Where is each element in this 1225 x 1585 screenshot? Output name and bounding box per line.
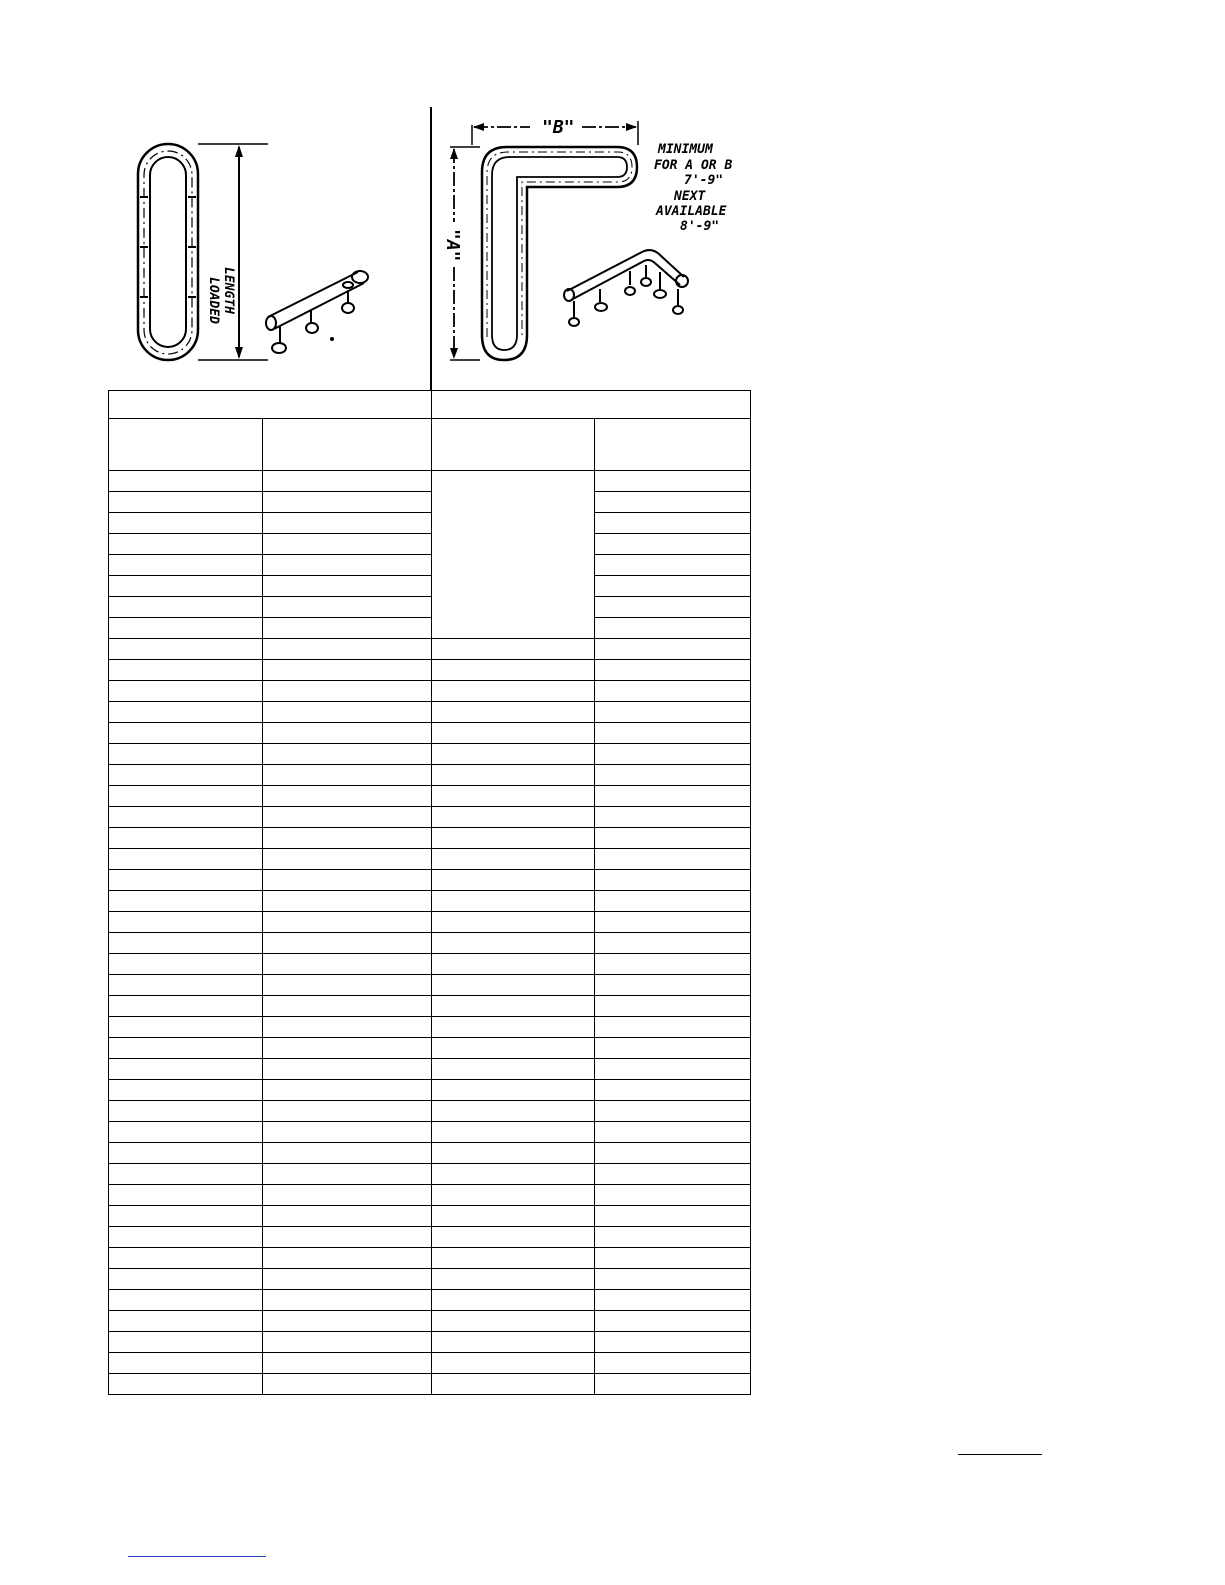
- table-row: [109, 492, 751, 513]
- table-cell: [263, 702, 432, 723]
- a-label: "A": [442, 229, 463, 262]
- table-cell: [109, 1038, 263, 1059]
- table-cell: [595, 954, 751, 975]
- table-cell: [263, 1122, 432, 1143]
- table-cell: [263, 1059, 432, 1080]
- table-cell: [432, 1290, 595, 1311]
- table-cell: [595, 807, 751, 828]
- table-cell: [109, 1080, 263, 1101]
- table-cell: [263, 618, 432, 639]
- table-row: [109, 1290, 751, 1311]
- table-cell: [595, 828, 751, 849]
- table-cell: [595, 1017, 751, 1038]
- table-cell: [263, 765, 432, 786]
- table-cell: [109, 1206, 263, 1227]
- table-cell: [109, 1290, 263, 1311]
- table-cell: [595, 912, 751, 933]
- conveyor-length-table: [108, 390, 751, 1395]
- table-cell: [432, 1059, 595, 1080]
- table-cell: [109, 975, 263, 996]
- table-row: [109, 618, 751, 639]
- table-cell: [432, 1122, 595, 1143]
- rail-pictorial: [266, 271, 368, 353]
- table-cell: [432, 1185, 595, 1206]
- table-cell: [432, 1101, 595, 1122]
- table-cell: [595, 765, 751, 786]
- table-cell: [595, 1311, 751, 1332]
- table-row: [109, 891, 751, 912]
- table-cell: [432, 1353, 595, 1374]
- column-header: [109, 419, 263, 471]
- table-row: [109, 1059, 751, 1080]
- table-cell: [595, 975, 751, 996]
- table-cell: [109, 639, 263, 660]
- table-cell: [263, 1185, 432, 1206]
- table-cell: [109, 996, 263, 1017]
- table-cell: [432, 1017, 595, 1038]
- table-cell: [263, 1164, 432, 1185]
- column-header: [595, 419, 751, 471]
- table-row: [109, 1248, 751, 1269]
- table-cell: [595, 1332, 751, 1353]
- table-cell: [109, 870, 263, 891]
- note-line-1: MINIMUM: [658, 142, 713, 157]
- table-cell: [432, 1164, 595, 1185]
- table-cell: [263, 1290, 432, 1311]
- table-cell: [595, 660, 751, 681]
- table-cell: [263, 1353, 432, 1374]
- table-cell: [595, 1143, 751, 1164]
- table-cell: [432, 1227, 595, 1248]
- ell-group-header: [432, 391, 751, 419]
- table-cell: [432, 786, 595, 807]
- table-row: [109, 1017, 751, 1038]
- table-cell: [109, 1164, 263, 1185]
- table-cell: [595, 870, 751, 891]
- table-cell: [432, 1374, 595, 1395]
- table-cell: [263, 828, 432, 849]
- table-cell: [263, 639, 432, 660]
- table-cell: [109, 702, 263, 723]
- table-cell: [595, 681, 751, 702]
- table-cell: [595, 1227, 751, 1248]
- table-row: [109, 597, 751, 618]
- table-cell: [595, 576, 751, 597]
- a-arrow-bottom: [450, 348, 458, 359]
- loaded-label: LOADED: [206, 277, 221, 324]
- table-row: [109, 1143, 751, 1164]
- table-cell: [109, 1185, 263, 1206]
- table-row: [109, 1269, 751, 1290]
- table-cell: [595, 597, 751, 618]
- table-row: [109, 1185, 751, 1206]
- b-arrow-left: [473, 123, 484, 131]
- table-cell: [432, 1080, 595, 1101]
- table-row: [109, 1353, 751, 1374]
- straight-conveyor-diagram: [108, 107, 430, 390]
- a-arrow-top: [450, 148, 458, 159]
- note-line-6: 8'-9": [680, 219, 720, 234]
- table-cell: [263, 1017, 432, 1038]
- table-cell: [432, 1248, 595, 1269]
- group-header-row: [109, 391, 751, 419]
- table-cell: [595, 1059, 751, 1080]
- table-cell: [109, 534, 263, 555]
- table-cell: [109, 597, 263, 618]
- table-cell: [263, 471, 432, 492]
- table-cell: [263, 1143, 432, 1164]
- outer-ell-outline: [482, 147, 637, 360]
- table-cell: [595, 744, 751, 765]
- table-cell: [432, 1311, 595, 1332]
- table-cell: [595, 996, 751, 1017]
- table-cell: [432, 681, 595, 702]
- table-cell: [263, 1269, 432, 1290]
- table-cell: [109, 1059, 263, 1080]
- table-cell: [109, 1101, 263, 1122]
- table-row: [109, 786, 751, 807]
- table-cell: [263, 660, 432, 681]
- table-cell: [263, 807, 432, 828]
- table-cell: [263, 1248, 432, 1269]
- ell-conveyor-diagram: [430, 107, 750, 390]
- table-cell: [432, 660, 595, 681]
- table-cell: [595, 1206, 751, 1227]
- table-row: [109, 1332, 751, 1353]
- table-cell: [595, 639, 751, 660]
- table-cell: [432, 1269, 595, 1290]
- table-cell: [109, 471, 263, 492]
- table-cell: [595, 471, 751, 492]
- note-line-5: AVAILABLE: [656, 204, 727, 219]
- table-cell: [263, 492, 432, 513]
- table-cell: [595, 1185, 751, 1206]
- table-row: [109, 1206, 751, 1227]
- table-cell: [263, 555, 432, 576]
- table-cell: [595, 1374, 751, 1395]
- table-cell: [263, 849, 432, 870]
- table-cell: [263, 534, 432, 555]
- table-row: [109, 1101, 751, 1122]
- dimension-arrow-bottom: [235, 347, 243, 359]
- table-row: [109, 765, 751, 786]
- table-cell: [109, 954, 263, 975]
- table-cell: [595, 1353, 751, 1374]
- table-row: [109, 954, 751, 975]
- table-cell: [109, 744, 263, 765]
- table-cell: [595, 1038, 751, 1059]
- table-cell: [109, 1269, 263, 1290]
- table-row: [109, 1038, 751, 1059]
- table-row: [109, 1311, 751, 1332]
- footer-link-underline[interactable]: [128, 1556, 266, 1557]
- dimension-arrow-top: [235, 145, 243, 157]
- table-cell: [595, 1269, 751, 1290]
- table-cell: [263, 1374, 432, 1395]
- column-header: [263, 419, 432, 471]
- table-cell: [432, 1038, 595, 1059]
- table-cell: [432, 744, 595, 765]
- table-cell: [263, 1227, 432, 1248]
- straight-conveyor-drawing: [108, 107, 430, 390]
- table-cell: [595, 1248, 751, 1269]
- table-cell: [595, 1101, 751, 1122]
- table-row: [109, 1080, 751, 1101]
- table-cell: [263, 870, 432, 891]
- table-cell: [109, 492, 263, 513]
- table-row: [109, 513, 751, 534]
- table-cell: [432, 996, 595, 1017]
- table-row: [109, 849, 751, 870]
- table-row: [109, 744, 751, 765]
- table-cell: [109, 1353, 263, 1374]
- table-cell: [595, 786, 751, 807]
- table-cell: [109, 1227, 263, 1248]
- table-cell: [432, 1206, 595, 1227]
- table-cell: [263, 723, 432, 744]
- table-cell: [263, 1080, 432, 1101]
- diagram-row: [108, 107, 750, 390]
- table-row: [109, 702, 751, 723]
- table-row: [109, 576, 751, 597]
- ell-conveyor-drawing: [432, 107, 750, 390]
- table-cell: [263, 681, 432, 702]
- table-cell: [263, 1311, 432, 1332]
- table-cell: [595, 1080, 751, 1101]
- loop-tick-marks: [140, 197, 196, 297]
- ell-rail-pictorial: [564, 250, 688, 326]
- table-cell: [432, 954, 595, 975]
- table-row: [109, 681, 751, 702]
- table-row: [109, 828, 751, 849]
- table-row: [109, 471, 751, 492]
- table-row: [109, 555, 751, 576]
- outer-loop-outline: [138, 144, 198, 360]
- table-cell: [432, 828, 595, 849]
- table-cell: [432, 1332, 595, 1353]
- loop-centerline: [144, 151, 192, 354]
- table-cell: [109, 660, 263, 681]
- table-row: [109, 933, 751, 954]
- table-cell: [109, 555, 263, 576]
- table-cell: [432, 891, 595, 912]
- length-label: LENGTH: [221, 267, 236, 314]
- table-cell: [595, 492, 751, 513]
- table-cell: [432, 870, 595, 891]
- table-cell: [263, 786, 432, 807]
- table-cell: [109, 1143, 263, 1164]
- table-cell: [263, 996, 432, 1017]
- note-line-2: FOR A OR B: [654, 158, 733, 173]
- table-cell: [595, 1164, 751, 1185]
- table-row: [109, 1122, 751, 1143]
- table-cell: [263, 1332, 432, 1353]
- table-cell: [263, 744, 432, 765]
- table-row: [109, 1374, 751, 1395]
- table-cell: [263, 891, 432, 912]
- b-arrow-right: [626, 123, 637, 131]
- table-row: [109, 660, 751, 681]
- table-cell: [595, 513, 751, 534]
- table-cell: [109, 576, 263, 597]
- table-cell: [109, 933, 263, 954]
- b-label: "B": [542, 117, 575, 138]
- table-cell: [432, 912, 595, 933]
- table-cell: [263, 1038, 432, 1059]
- straight-group-header: [109, 391, 432, 419]
- table-cell: [432, 702, 595, 723]
- table-cell: [595, 702, 751, 723]
- table-cell: [109, 1122, 263, 1143]
- table-cell: [595, 723, 751, 744]
- table-cell: [595, 891, 751, 912]
- table-row: [109, 870, 751, 891]
- table-cell: [432, 933, 595, 954]
- note-line-3: 7'-9": [684, 173, 724, 188]
- note-line-4: NEXT: [674, 189, 706, 204]
- table-row: [109, 975, 751, 996]
- table-row: [109, 723, 751, 744]
- table-cell: [432, 639, 595, 660]
- table-cell: [109, 1311, 263, 1332]
- table-cell: [432, 765, 595, 786]
- table-cell: [432, 471, 595, 639]
- table-cell: [263, 1101, 432, 1122]
- table-cell: [109, 1374, 263, 1395]
- column-header: [432, 419, 595, 471]
- table-cell: [109, 513, 263, 534]
- table-cell: [595, 618, 751, 639]
- table-cell: [109, 1248, 263, 1269]
- table-cell: [595, 849, 751, 870]
- drawing-sheet: [108, 107, 750, 1410]
- table-row: [109, 534, 751, 555]
- table-cell: [109, 912, 263, 933]
- table-cell: [109, 723, 263, 744]
- column-header-row: [109, 419, 751, 471]
- table-cell: [109, 828, 263, 849]
- table-cell: [595, 1290, 751, 1311]
- table-cell: [263, 513, 432, 534]
- table-cell: [432, 1143, 595, 1164]
- table-cell: [109, 618, 263, 639]
- table-cell: [109, 807, 263, 828]
- table-cell: [432, 975, 595, 996]
- table-cell: [109, 681, 263, 702]
- table-cell: [263, 912, 432, 933]
- table-cell: [263, 597, 432, 618]
- table-cell: [595, 933, 751, 954]
- table-cell: [263, 576, 432, 597]
- table-cell: [595, 555, 751, 576]
- table-cell: [109, 1017, 263, 1038]
- table-row: [109, 996, 751, 1017]
- table-row: [109, 1164, 751, 1185]
- table-row: [109, 639, 751, 660]
- table-cell: [263, 933, 432, 954]
- table-cell: [595, 1122, 751, 1143]
- table-cell: [263, 1206, 432, 1227]
- table-cell: [109, 1332, 263, 1353]
- table-cell: [595, 534, 751, 555]
- table-cell: [109, 786, 263, 807]
- table-row: [109, 807, 751, 828]
- table-cell: [109, 765, 263, 786]
- signature-line: [958, 1454, 1042, 1455]
- table-cell: [263, 975, 432, 996]
- table-body: [109, 471, 751, 1395]
- table-cell: [263, 954, 432, 975]
- ell-centerline: [487, 152, 632, 337]
- inner-loop-outline: [150, 157, 186, 347]
- table-cell: [109, 891, 263, 912]
- table-cell: [109, 849, 263, 870]
- table-row: [109, 1227, 751, 1248]
- table-cell: [432, 723, 595, 744]
- table-row: [109, 912, 751, 933]
- table-cell: [432, 807, 595, 828]
- table-cell: [432, 849, 595, 870]
